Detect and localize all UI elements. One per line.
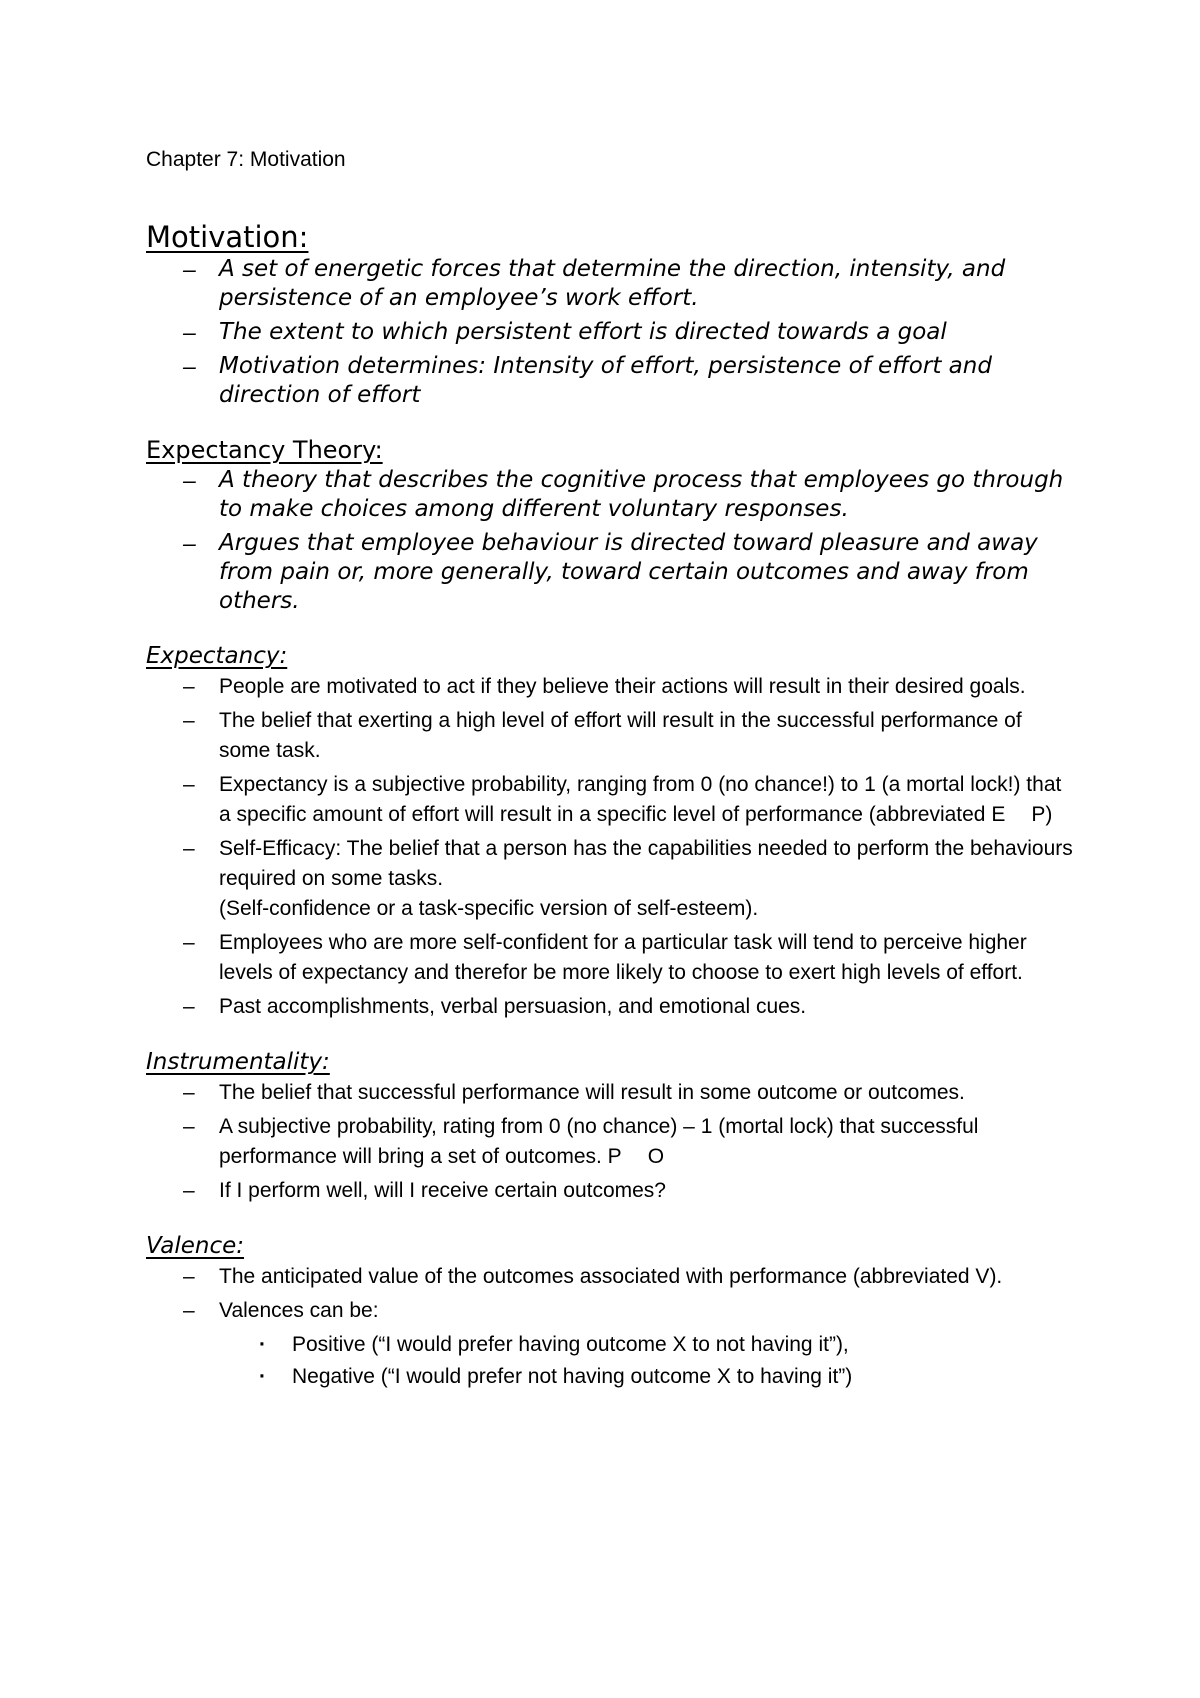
list-item: – Past accomplishments, verbal persuasion, and emotional cues.	[146, 992, 1076, 1022]
list-item: – Valences can be:	[146, 1296, 1076, 1326]
list-item: – A theory that describes the cognitive process that employees go through to make choices among different voluntary responses.	[146, 466, 1076, 524]
instrumentality-list	[146, 1078, 1076, 1206]
list-item: – The anticipated value of the outcomes associated with performance (abbreviated V).	[146, 1262, 1076, 1292]
chapter-title: Chapter 7: Motivation	[146, 148, 346, 171]
list-item: – The extent to which persistent effort is directed towards a goal	[146, 318, 1076, 347]
list-item: – If I perform well, will I receive certain outcomes?	[146, 1176, 1076, 1206]
list-item-text: Self-Efficacy: The belief that a person has the capabilities needed to perform the behaviours required on some tasks.	[219, 837, 1073, 890]
section-instrumentality	[146, 1046, 1076, 1206]
list-item: – Motivation determines: Intensity of effort, persistence of effort and direction of effort	[146, 352, 1076, 410]
list-item: – The belief that exerting a high level of effort will result in the successful performance of some task.	[146, 706, 1076, 766]
list-item-text: A subjective probability, rating from 0 (no chance) – 1 (mortal lock) that successful performance will bring a set of outcomes. P	[219, 1115, 979, 1168]
list-item: – A set of energetic forces that determine the direction, intensity, and persistence of an employee’s work effort.	[146, 255, 1076, 313]
list-item-subline: (Self-confidence or a task-specific version of self-esteem).	[219, 897, 759, 920]
list-item: – The belief that successful performance will result in some outcome or outcomes.	[146, 1078, 1076, 1108]
section-motivation	[146, 219, 1076, 410]
expectancy-theory-list	[146, 466, 1076, 616]
list-item-text-end: P)	[1031, 803, 1053, 826]
motivation-list	[146, 255, 1076, 410]
list-item	[146, 1112, 1076, 1172]
section-expectancy-theory	[146, 434, 1076, 616]
valence-heading: Valence:	[146, 1233, 245, 1259]
sub-list-item: · Negative (“I would prefer not having outcome X to having it”)	[146, 1362, 1076, 1392]
list-item-text-end: O	[647, 1145, 665, 1168]
list-item: – People are motivated to act if they believe their actions will result in their desired goals.	[146, 672, 1076, 702]
section-valence	[146, 1230, 1076, 1392]
expectancy-heading: Expectancy:	[146, 643, 288, 669]
document-page	[146, 145, 1076, 1416]
instrumentality-heading: Instrumentality:	[146, 1049, 330, 1075]
sub-list-item: · Positive (“I would prefer having outcome X to not having it”),	[146, 1330, 1076, 1360]
valence-list	[146, 1262, 1076, 1326]
motivation-heading: Motivation:	[146, 220, 309, 254]
list-item: – Employees who are more self-confident for a particular task will tend to perceive higher levels of expectancy and therefor be more likely to choose to exert high levels of effort.	[146, 928, 1076, 988]
expectancy-theory-heading: Expectancy Theory:	[146, 436, 383, 464]
list-item: – Argues that employee behaviour is directed toward pleasure and away from pain or, more generally, toward certain outcomes and away from others.	[146, 529, 1076, 616]
list-item	[146, 770, 1076, 830]
list-item	[146, 834, 1076, 924]
list-item-text: Expectancy is a subjective probability, ranging from 0 (no chance!) to 1 (a mortal lock!) that a specific amount of effort will result in a specific level of performance (abbreviated E	[219, 773, 1062, 826]
expectancy-list	[146, 672, 1076, 1022]
section-expectancy	[146, 640, 1076, 1022]
valence-sub-list	[146, 1330, 1076, 1392]
